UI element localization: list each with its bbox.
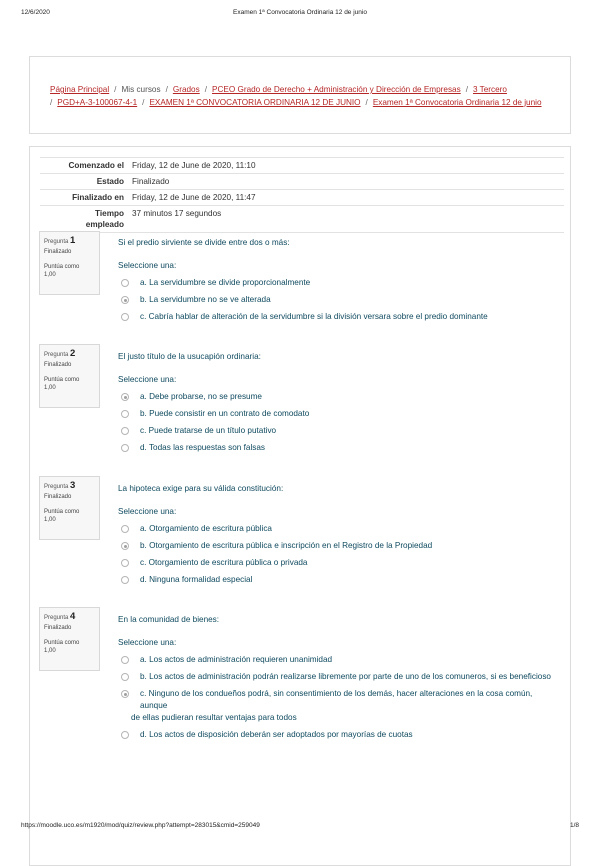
question-number: [44, 348, 95, 359]
grade-label: Puntúa como: [44, 509, 80, 515]
answer-option[interactable]: [118, 277, 558, 289]
question-info-4: [39, 607, 100, 671]
radio-button[interactable]: [121, 525, 129, 533]
question-grade: [44, 508, 95, 524]
radio-button[interactable]: [121, 559, 129, 567]
answer-option[interactable]: [118, 671, 558, 683]
answer-option[interactable]: [118, 442, 558, 454]
question-number: [44, 611, 95, 622]
summary-row-state: [40, 174, 564, 190]
question-grade: [44, 639, 95, 655]
radio-button-selected[interactable]: [121, 690, 129, 698]
question-label: Pregunta: [44, 484, 69, 490]
question-number-value: 1: [70, 235, 76, 246]
question-label: Pregunta: [44, 352, 69, 358]
answer-text: d. Ninguna formalidad especial: [140, 575, 253, 584]
question-text: En la comunidad de bienes:: [118, 615, 220, 624]
answer-text: c. Ninguno de los condueños podrá, sin consentimiento de los demás, hacer alteraciones en la cosa común, aunque: [140, 689, 533, 710]
breadcrumb-home[interactable]: Página Principal: [50, 85, 110, 94]
answer-prompt: Seleccione una:: [118, 507, 177, 516]
breadcrumb-separator: /: [204, 85, 207, 94]
radio-button-selected[interactable]: [121, 393, 129, 401]
answer-option[interactable]: [118, 425, 558, 437]
radio-button-selected[interactable]: [121, 296, 129, 304]
breadcrumb-degree[interactable]: PCEO Grado de Derecho + Administración y Dirección de Empresas: [212, 85, 461, 94]
question-text: La hipoteca exige para su válida constitución:: [118, 484, 284, 493]
answer-text: c. Puede tratarse de un título putativo: [140, 426, 277, 435]
summary-value: Finalizado: [128, 174, 564, 190]
grade-value: 1,00: [44, 517, 56, 523]
answer-text: d. Todas las respuestas son falsas: [140, 443, 266, 452]
answer-text: a. La servidumbre se divide proporcionalmente: [140, 278, 311, 287]
answer-option[interactable]: [118, 540, 558, 552]
question-content-4: [118, 614, 558, 741]
radio-button[interactable]: [121, 444, 129, 452]
print-footer: [21, 822, 579, 834]
breadcrumb-year[interactable]: 3 Tercero: [472, 85, 507, 94]
answer-text: c. Otorgamiento de escritura pública o privada: [140, 558, 308, 567]
grade-value: 1,00: [44, 272, 56, 278]
summary-row-started: [40, 158, 564, 174]
breadcrumb-exam[interactable]: Examen 1ª Convocatoria Ordinaria 12 de junio: [372, 97, 542, 107]
question-state: Finalizado: [44, 625, 72, 631]
summary-label: Estado: [40, 174, 128, 190]
breadcrumb-separator: /: [365, 97, 368, 107]
summary-label: Comenzado el: [40, 158, 128, 174]
question-number: [44, 235, 95, 246]
question-label: Pregunta: [44, 239, 69, 245]
breadcrumb-separator: /: [465, 85, 468, 94]
question-state: Finalizado: [44, 494, 72, 500]
answer-option[interactable]: [118, 654, 558, 666]
question-content-3: [118, 483, 558, 586]
breadcrumb-my-courses: Mis cursos: [121, 85, 161, 94]
radio-button-selected[interactable]: [121, 542, 129, 550]
answer-prompt: Seleccione una:: [118, 638, 177, 647]
page-counter: 1/8: [569, 822, 579, 829]
summary-label: [40, 206, 128, 233]
question-grade: [44, 376, 95, 392]
radio-button[interactable]: [121, 410, 129, 418]
answer-option[interactable]: [118, 688, 558, 724]
breadcrumb-separator: /: [142, 97, 145, 107]
answer-text: a. Debe probarse, no se presume: [140, 392, 262, 401]
question-state: Finalizado: [44, 362, 72, 368]
question-content-2: [118, 351, 558, 454]
answer-option[interactable]: [118, 557, 558, 569]
radio-button[interactable]: [121, 313, 129, 321]
radio-button[interactable]: [121, 656, 129, 664]
answer-option[interactable]: [118, 391, 558, 403]
answer-option[interactable]: [118, 523, 558, 535]
answer-text: c. Cabría hablar de alteración de la servidumbre si la división versara sobre el predio dominante: [140, 312, 488, 321]
summary-row-time: [40, 206, 564, 233]
grade-value: 1,00: [44, 648, 56, 654]
question-text: Si el predio sirviente se divide entre dos o más:: [118, 238, 290, 247]
answer-text: a. Los actos de administración requieren unanimidad: [140, 655, 333, 664]
question-info-1: [39, 231, 100, 295]
print-title: Examen 1ª Convocatoria Ordinaria 12 de junio: [233, 9, 367, 16]
answer-text: a. Otorgamiento de escritura pública: [140, 524, 272, 533]
breadcrumb-exam-section[interactable]: EXAMEN 1ª CONVOCATORIA ORDINARIA 12 DE JUNIO: [149, 97, 361, 107]
breadcrumb-course[interactable]: PGD+A-3-100067-4-1: [57, 97, 138, 107]
breadcrumb-separator: /: [114, 85, 117, 94]
question-info-3: [39, 476, 100, 540]
summary-value: Friday, 12 de June de 2020, 11:47: [128, 190, 564, 206]
question-number: [44, 480, 95, 491]
summary-label-line: empleado: [85, 220, 124, 229]
question-state: Finalizado: [44, 249, 72, 255]
summary-value: 37 minutos 17 segundos: [128, 206, 564, 233]
navigation-box: [29, 56, 571, 134]
answer-option[interactable]: [118, 574, 558, 586]
summary-label: Finalizado en: [40, 190, 128, 206]
grade-label: Puntúa como: [44, 640, 80, 646]
question-text: El justo título de la usucapión ordinaria:: [118, 352, 261, 361]
question-label: Pregunta: [44, 615, 69, 621]
grade-label: Puntúa como: [44, 377, 80, 383]
breadcrumb: [50, 84, 550, 109]
print-header: [21, 9, 579, 21]
summary-label-line: Tiempo: [95, 209, 124, 218]
summary-row-finished: [40, 190, 564, 206]
answer-prompt: Seleccione una:: [118, 261, 177, 270]
question-number-value: 2: [70, 348, 76, 359]
question-info-2: [39, 344, 100, 408]
radio-button[interactable]: [121, 576, 129, 584]
question-number-value: 3: [70, 480, 76, 491]
summary-value: Friday, 12 de June de 2020, 11:10: [128, 158, 564, 174]
breadcrumb-separator: /: [165, 85, 168, 94]
radio-button[interactable]: [121, 427, 129, 435]
answer-text: b. La servidumbre no se ve alterada: [140, 295, 271, 304]
breadcrumb-separator: /: [50, 97, 53, 107]
attempt-summary-table: [40, 157, 564, 233]
print-url: https://moodle.uco.es/m1920/mod/quiz/review.php?attempt=283015&cmid=259049: [21, 822, 260, 829]
radio-button[interactable]: [121, 673, 129, 681]
question-number-value: 4: [70, 611, 76, 622]
answer-prompt: Seleccione una:: [118, 375, 177, 384]
radio-button[interactable]: [121, 279, 129, 287]
question-content-1: [118, 237, 558, 323]
radio-button[interactable]: [121, 731, 129, 739]
answer-text: b. Los actos de administración podrán realizarse libremente por parte de uno de los comuneros, si es beneficioso: [140, 672, 551, 681]
answer-option[interactable]: [118, 729, 558, 741]
answer-text: d. Los actos de disposición deberán ser adoptados por mayorías de cuotas: [140, 730, 413, 739]
answer-text-continuation: de ellas pudieran resultar ventajas para todos: [131, 713, 297, 722]
answer-text: b. Puede consistir en un contrato de comodato: [140, 409, 310, 418]
question-grade: [44, 263, 95, 279]
answer-option[interactable]: [118, 311, 558, 323]
print-date: 12/6/2020: [21, 9, 50, 16]
grade-label: Puntúa como: [44, 264, 80, 270]
answer-option[interactable]: [118, 408, 558, 420]
grade-value: 1,00: [44, 385, 56, 391]
breadcrumb-grados[interactable]: Grados: [172, 85, 200, 94]
answer-text: b. Otorgamiento de escritura pública e inscripción en el Registro de la Propiedad: [140, 541, 433, 550]
answer-option[interactable]: [118, 294, 558, 306]
